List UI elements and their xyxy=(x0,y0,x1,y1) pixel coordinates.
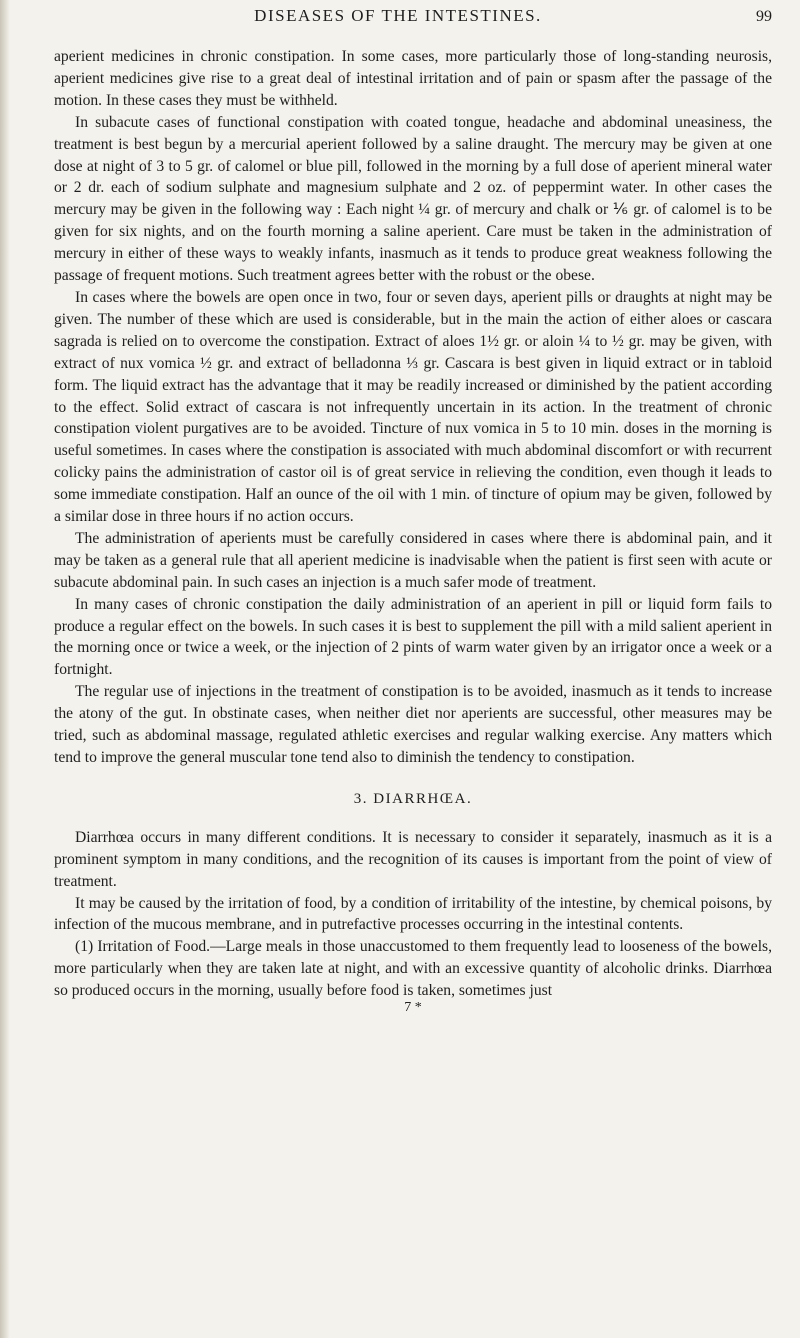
paragraph: Diarrhœa occurs in many different conditions. It is necessary to consider it separately, inasmuch as it is a prominent symptom in many conditions, and the recognition of its causes is important from the point of view of treatment. xyxy=(54,828,772,890)
paragraph: (1) Irritation of Food.—Large meals in those unaccustomed to them frequently lead to looseness of the bowels, more particularly when they are taken late at night, and with an excessive quantity of alcoholic drinks. Diarrhœa so produced occurs in the morning, usually before food is taken, sometimes just xyxy=(54,938,772,1000)
paragraph: The regular use of injections in the treatment of constipation is to be avoided, inasmuch as it tends to increase the atony of the gut. In obstinate cases, when neither diet nor aperients are successful, other measures may be tried, such as abdominal massage, regulated athletic exercises and regular walking exercise. Any matters which tend to improve the general muscular tone tend also to diminish the tendency to constipation. xyxy=(54,683,772,766)
page-number: 99 xyxy=(756,8,772,25)
paragraph: The administration of aperients must be carefully considered in cases where there is abdominal pain, and it may be taken as a general rule that all aperient medicine is inadvisable when the patient is first seen with acute or subacute abdominal pain. In such cases an injection is a much safer mode of treatment. xyxy=(54,529,772,591)
paragraph: aperient medicines in chronic constipation. In some cases, more particularly those of long-standing neurosis, aperient medicines give rise to a great deal of intestinal irritation and of pain or spasm after the passage of the motion. In these cases they must be withheld. xyxy=(54,48,772,109)
running-head xyxy=(54,6,772,34)
main-text xyxy=(54,46,772,1002)
paragraph: In cases where the bowels are open once in two, four or seven days, aperient pills or draughts at night may be given. The number of these which are used is considerable, but in the main the action of either aloes or cascara sagrada is relied on to overcome the constipation. Extract of aloes 1½ gr. or aloin ¼ to ½ gr. may be given, with extract of nux vomica ½ gr. and extract of belladonna ⅓ gr. Cascara is best given in liquid extract or in tabloid form. The liquid extract has the advantage that it may be readily increased or diminished by the patient according to the effect. Solid extract of cascara is not infrequently uncertain in its action. In the treatment of chronic constipation violent purgatives are to be avoided. Tincture of nux vomica in 5 to 10 min. doses in the morning is useful sometimes. In cases where the constipation is associated with much abdominal discomfort or with recurrent colicky pains the administration of castor oil is of great service in relieving the condition, even though it leads to some immediate constipation. Half an ounce of the oil with 1 min. of tincture of opium may be given, followed by a similar dose in three hours if no action occurs. xyxy=(54,288,772,526)
section-heading: 3. DIARRHŒA. xyxy=(353,790,473,807)
signature-mark: 7 * xyxy=(404,1000,422,1016)
running-title: DISEASES OF THE INTESTINES. xyxy=(254,6,542,25)
scan-edge-shadow xyxy=(0,0,10,1338)
paragraph: In many cases of chronic constipation the daily administration of an aperient in pill or liquid form fails to produce a regular effect on the bowels. In such cases it is best to supplement the pill with a mild salient aperient in the morning once or twice a week, or the injection of 2 pints of warm water given by an irrigator once a week or a fortnight. xyxy=(54,595,772,679)
paragraph: In subacute cases of functional constipation with coated tongue, headache and abdominal uneasiness, the treatment is best begun by a mercurial aperient followed by a saline draught. The mercury may be given at one dose at night of 3 to 5 gr. of calomel or blue pill, followed in the morning by a full dose of aperient mineral water or 2 dr. each of sodium sulphate and magnesium sulphate and 2 oz. of peppermint water. In other cases the mercury may be given in the following way : Each night ¼ gr. of mercury and chalk or ⅙ gr. of calomel is to be given for six nights, and on the fourth morning a saline aperient. Care must be taken in the administration of mercury in either of these ways to weakly infants, inasmuch as it tends to produce great weakness following the passage of frequent motions. Such treatment agrees better with the robust or the obese. xyxy=(54,113,772,285)
paragraph: It may be caused by the irritation of food, by a condition of irritability of the intestine, by chemical poisons, by infection of the mucous membrane, and in putrefactive processes occurring in the intestinal contents. xyxy=(54,894,772,934)
